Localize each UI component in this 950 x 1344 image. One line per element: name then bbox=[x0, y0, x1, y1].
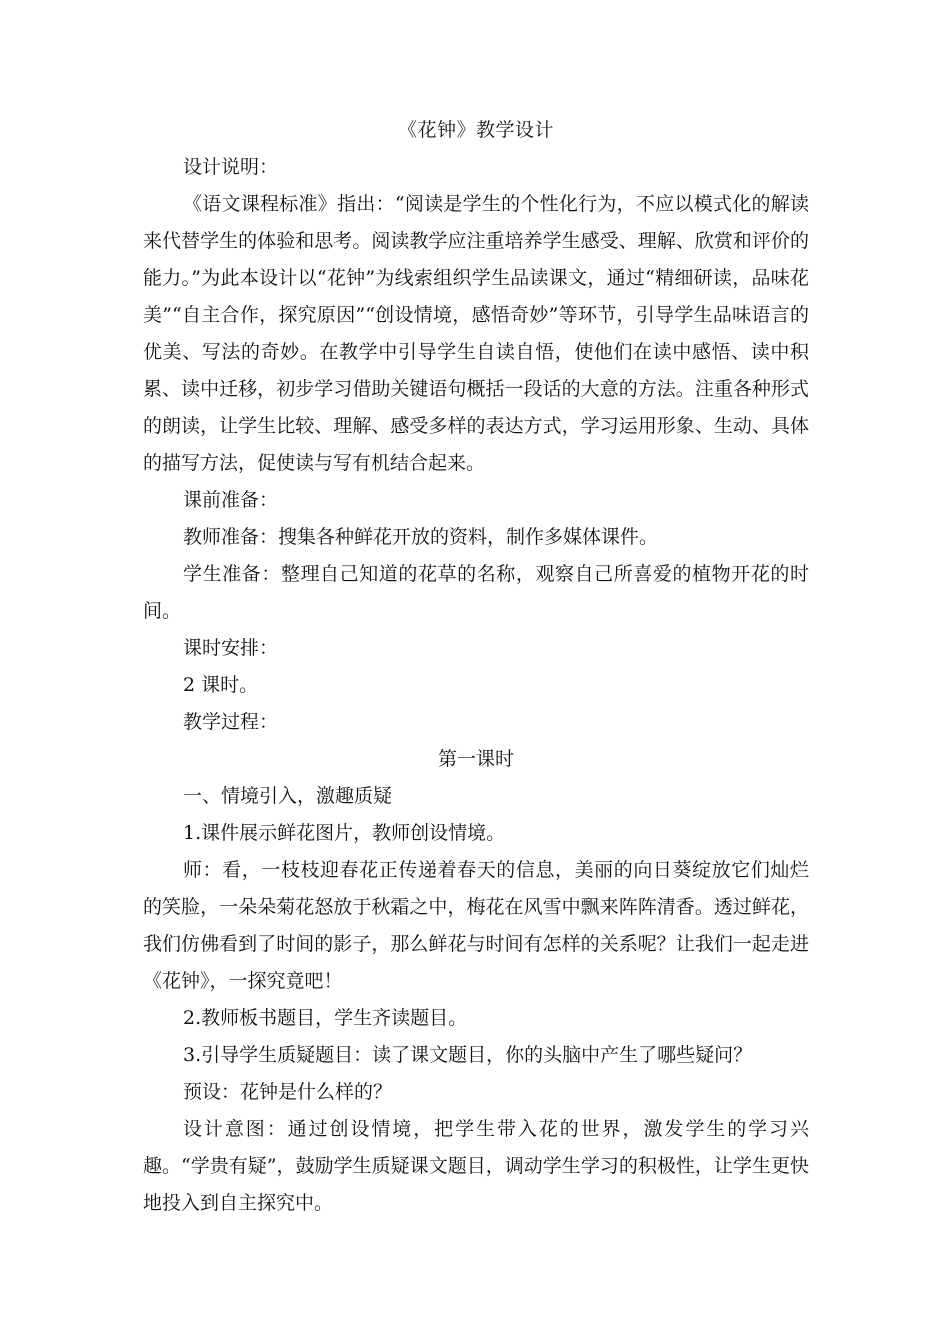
section-heading: 一、情境引入，激趣质疑 bbox=[183, 785, 393, 807]
schedule-value: 2 课时。 bbox=[183, 674, 259, 696]
student-prep-paragraph: 学生准备：整理自己知道的花草的名称，观察自己所喜爱的植物开花的时间。 bbox=[143, 563, 809, 622]
teacher-prep-paragraph: 教师准备：搜集各种鲜花开放的资料，制作多媒体课件。 bbox=[183, 526, 659, 548]
design-note-heading: 设计说明： bbox=[183, 156, 279, 178]
prep-heading: 课前准备： bbox=[183, 489, 279, 511]
step-3: 3.引导学生质疑题目：读了课文题目，你的头脑中产生了哪些疑问？ bbox=[183, 1044, 753, 1066]
process-heading: 教学过程： bbox=[183, 711, 279, 733]
lesson-title: 第一课时 bbox=[437, 748, 514, 770]
document-body bbox=[143, 112, 809, 1222]
teacher-speech-paragraph: 师：看，一枝枝迎春花正传递着春天的信息，美丽的向日葵绽放它们灿烂的笑脸，一朵朵菊花怒放于秋霜之中，梅花在风雪中飘来阵阵清香。透过鲜花，我们仿佛看到了时间的影子，那么鲜花与时间有怎样的关系呢？让我们一起走进《花钟》，一探究竟吧！ bbox=[143, 859, 809, 992]
design-intent-paragraph: 设计意图：通过创设情境，把学生带入花的世界，激发学生的学习兴趣。“学贵有疑”，鼓励学生质疑课文题目，调动学生学习的积极性，让学生更快地投入到自主探究中。 bbox=[143, 1118, 809, 1214]
document-title: 《花钟》教学设计 bbox=[397, 119, 554, 141]
step-1: 1.课件展示鲜花图片，教师创设情境。 bbox=[183, 822, 506, 844]
preset-answer: 预设：花钟是什么样的？ bbox=[183, 1081, 393, 1103]
schedule-heading: 课时安排： bbox=[183, 637, 279, 659]
design-note-paragraph: 《语文课程标准》指出：“阅读是学生的个性化行为，不应以模式化的解读来代替学生的体验和思考。阅读教学应注重培养学生感受、理解、欣赏和评价的能力。”为此本设计以“花钟”为线索组织学生品读课文，通过“精细研读，品味花美”“自主合作，探究原因”“创设情境，感悟奇妙”等环节，引导学生品味语言的优美、写法的奇妙。在教学中引导学生自读自悟，使他们在读中感悟、读中积累、读中迁移，初步学习借助关键语句概括一段话的大意的方法。注重各种形式的朗读，让学生比较、理解、感受多样的表达方式，学习运用形象、生动、具体的描写方法，促使读与写有机结合起来。 bbox=[143, 193, 809, 474]
step-2: 2.教师板书题目，学生齐读题目。 bbox=[183, 1007, 468, 1029]
